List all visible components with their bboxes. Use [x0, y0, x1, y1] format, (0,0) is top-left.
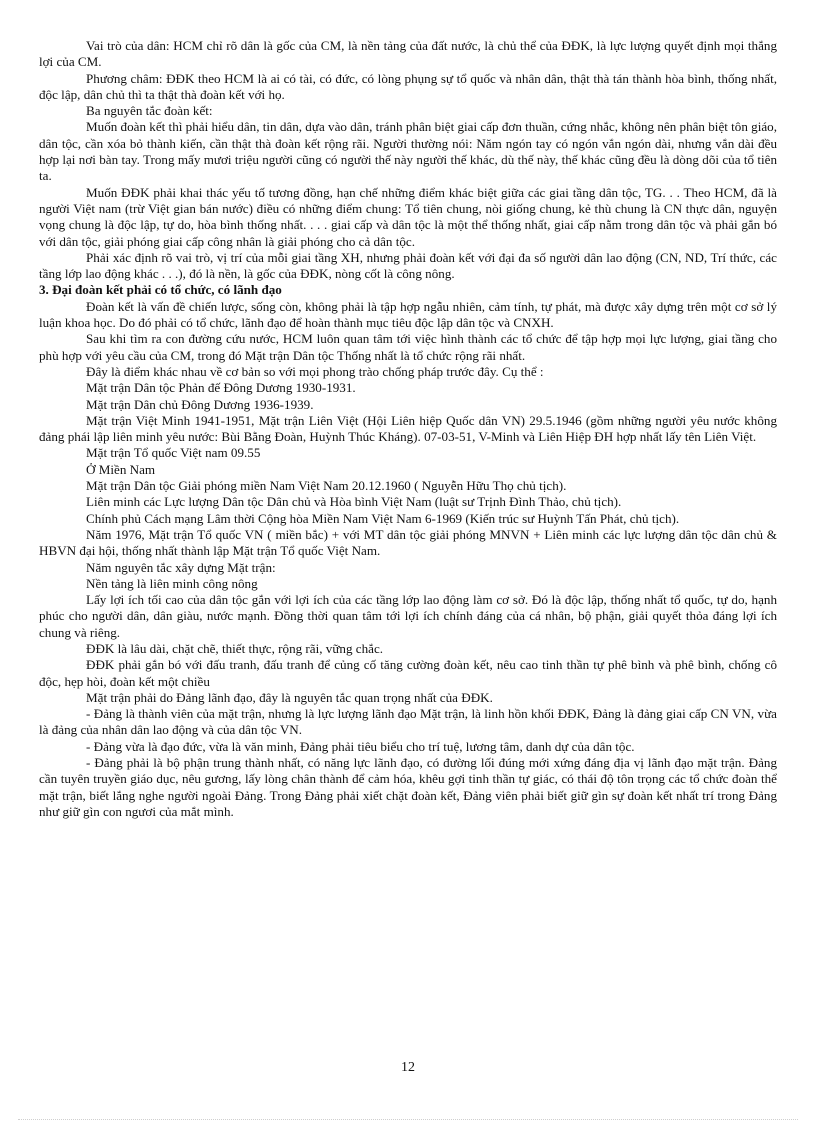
paragraph-nam-1976: Năm 1976, Mặt trận Tổ quốc VN ( miền bắc) + với MT dân tộc giải phóng MNVN + Liên minh các lực lượng dân tộc dân chủ & HBVN đại hội, thống nhất thành lập Mặt trận Tổ quốc Việt Nam.: [39, 526, 777, 559]
principle-lau-dai: ĐĐK là lâu dài, chặt chẽ, thiết thực, rộng rãi, vững chắc.: [86, 640, 384, 656]
paragraph-chien-luoc: Đoàn kết là vấn đề chiến lược, sống còn, không phải là tập hợp ngẫu nhiên, cảm tính, tự phát, mà được xây dựng trên một cơ sở lý luận khoa học. Do đó phải có tổ chức, lãnh đạo để hoàn thành mục tiêu độc lập dân tộc và CNXH.: [39, 298, 777, 331]
paragraph-hinh-thanh-to-chuc: Sau khi tìm ra con đường cứu nước, HCM luôn quan tâm tới việc hình thành các tổ chức để tập hợp mọi lực lượng, giai tầng cho phù hợp với yêu cầu của CM, trong đó Mặt trận Dân tộc Thống nhất là tổ chức rộng rãi nhất.: [39, 331, 777, 363]
bullet-dang-thanh-vien: - Đảng là thành viên của mặt trận, nhưng là lực lượng lãnh đạo Mặt trận, là linh hồn khối ĐĐK, Đảng là đảng giai cấp CN VN, vừa là đảng của nhân dân lao động và của dân tộc VN.: [39, 706, 777, 738]
paragraph-diem-khac-nhau: Đây là điểm khác nhau về cơ bản so với mọi phong trào chống pháp trước đây. Cụ thể :: [86, 363, 544, 379]
paragraph-yeu-to-tuong-dong: Muốn ĐĐK phải khai thác yếu tố tương đồng, hạn chế những điểm khác biệt giữa các giai tầng dân tộc, TG. . . Theo HCM, đã là người Việt nam (trừ Việt gian bán nước) điều có những điểm chung: Tổ tiên chung, nòi giống chung, kẻ thù chung là CN thực dân, nguyện vọng chung là độc lập, tự do, hòa bình thống nhất. . . . giai cấp và dân tộc là một thể thống nhất, giai cấp nằm trong dân tộc và phải gắn bó với dân tộc, giải phóng giai cấp công nhân là giải phóng cho cả dân tộc.: [39, 184, 777, 249]
list-item-mat-tran-phan-de: Mặt trận Dân tộc Phản đế Đông Dương 1930-1931.: [86, 380, 356, 396]
paragraph-phuong-cham: Phương châm: ĐĐK theo HCM là ai có tài, có đức, có lòng phụng sự tổ quốc và nhân dân, thật thà tán thành hòa bình, thống nhất, độc lập, dân chủ thì ta thật thà đoàn kết với họ.: [39, 70, 777, 102]
list-item-mat-tran-to-quoc: Mặt trận Tổ quốc Việt nam 09.55: [86, 445, 261, 461]
list-item-mat-tran-viet-minh: Mặt trận Việt Minh 1941-1951, Mặt trận Liên Việt (Hội Liên hiệp Quốc dân VN) 29.5.1946 (gồm những người yêu nước không đảng phái lập liên minh yêu nước: Bùi Bằng Đoàn, Huỳnh Thúc Kháng). 07-03-51, V-Minh và Liên Hiệp ĐH hợp nhất lấy tên Liên Việt.: [39, 412, 777, 445]
principle-nen-tang: Nền tảng là liên minh công nông: [86, 575, 258, 591]
page-bottom-rule: [18, 1119, 798, 1120]
list-item-mat-tran-giai-phong: Mặt trận Dân tộc Giải phóng miền Nam Việt Nam 20.12.1960 ( Nguyễn Hữu Thọ chủ tịch).: [86, 478, 567, 494]
paragraph-muon-doan-ket: Muốn đoàn kết thì phải hiểu dân, tin dân, dựa vào dân, tránh phân biệt giai cấp đơn thuần, cứng nhắc, không nên phân biệt tôn giáo, dân tộc, cần xóa bỏ thành kiến, cần thật thà đoàn kết rộng rãi. Người thường nói: Năm ngón tay có ngón vắn ngón dài, nhưng vắn dài đều hợp lại nơi bàn tay. Trong mấy mươi triệu người cũng có người thế này người thế khác, dù thế này, thế khác cũng đều là dòng dõi của tổ tiên ta.: [39, 119, 777, 184]
bullet-dang-trung-thanh: - Đảng phải là bộ phận trung thành nhất, có năng lực lãnh đạo, có đường lối đúng mới xứng đáng địa vị lãnh đạo mặt trận. Đảng cần tuyên truyền giáo dục, nêu gương, lấy lòng chân thành để cảm hóa, khêu gợi tinh thần tự giác, có thái độ tôn trọng các tổ chức đoàn thể mặt trận, biết lắng nghe người ngoài Đảng. Trong Đảng phải xiết chặt đoàn kết, Đảng viên phải biết giữ gìn sự đoàn kết nhất trí trong Đảng như giữ gìn con ngươi của mắt mình.: [39, 755, 777, 819]
section-heading: 3. Đại đoàn kết phải có tổ chức, có lãnh đạo: [39, 282, 282, 298]
paragraph-vai-tro-giai-tang: Phải xác định rõ vai trò, vị trí của mỗi giai tầng XH, nhưng phải đoàn kết với đại đa số người dân lao động (CN, ND, Trí thức, các tầng lớp lao động khác . . .), đó là nền, là gốc của ĐĐK, nòng cốt là công nông.: [39, 249, 777, 282]
subheading-mien-nam: Ở Miền Nam: [86, 461, 156, 477]
list-item-mat-tran-dan-chu: Mặt trận Dân chủ Đông Dương 1936-1939.: [86, 396, 314, 412]
document-page: [39, 38, 777, 820]
list-item-lien-minh: Liên minh các Lực lượng Dân tộc Dân chủ và Hòa bình Việt Nam (luật sư Trịnh Đình Thảo, chủ tịch).: [86, 494, 622, 510]
paragraph-nam-nguyen-tac: Năm nguyên tắc xây dựng Mặt trận:: [86, 559, 276, 575]
principle-dang-lanh-dao: Mặt trận phải do Đảng lãnh đạo, đây là nguyên tắc quan trọng nhất của ĐĐK.: [86, 689, 493, 705]
paragraph-vai-tro: Vai trò của dân: HCM chỉ rõ dân là gốc của CM, là nền tảng của đất nước, là chủ thể của ĐĐK, là lực lượng quyết định mọi thắng lợi của CM.: [39, 38, 777, 70]
list-item-chinh-phu-lam-thoi: Chính phủ Cách mạng Lâm thời Cộng hòa Miền Nam Việt Nam 6-1969 (Kiến trúc sư Huỳnh Tấn Phát, chủ tịch).: [86, 510, 680, 526]
principle-loi-ich: Lấy lợi ích tối cao của dân tộc gắn với lợi ích của các tầng lớp lao động làm cơ sở. Đó là độc lập, thống nhất tổ quốc, tự do, hạnh phúc cho người dân, dân giàu, nước mạnh. Đồng thời quan tâm tới lợi ích chính đáng của cá nhân, bộ phận, giải quyết thỏa đáng lợi ích chung và riêng.: [39, 592, 777, 640]
principle-dau-tranh: ĐĐK phải gắn bó với đấu tranh, đấu tranh để củng cố tăng cường đoàn kết, nêu cao tinh thần tự phê bình và phê bình, chống cô độc, hẹp hòi, đoàn kết một chiều: [39, 657, 777, 689]
paragraph-ba-nguyen-tac: Ba nguyên tắc đoàn kết:: [86, 103, 213, 119]
page-number: 12: [401, 1060, 415, 1075]
bullet-dang-dao-duc: - Đảng vừa là đạo đức, vừa là văn minh, Đảng phải tiêu biểu cho trí tuệ, lương tâm, danh dự của dân tộc.: [86, 738, 635, 754]
